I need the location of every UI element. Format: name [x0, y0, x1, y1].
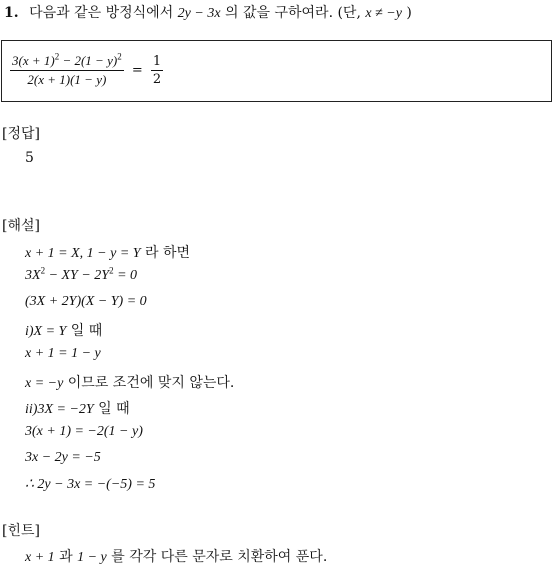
solution-line-1-math: x + 1 = X, 1 − y = Y: [25, 246, 141, 261]
solution-line-1: [25, 242, 190, 262]
answer-label: [정답]: [2, 126, 40, 142]
hint-label: [힌트]: [2, 523, 40, 539]
lhs-numerator: [10, 53, 124, 71]
solution-line-2-a: 3X: [25, 268, 41, 283]
numerator-part-b: − 2(1 − y): [59, 53, 118, 68]
rhs-numerator: 1: [152, 54, 162, 69]
problem-expression: 2y − 3x: [177, 6, 221, 21]
problem-statement: [4, 2, 412, 22]
lhs-denominator: 2(x + 1)(1 − y): [27, 72, 107, 87]
solution-label: [해설]: [2, 218, 40, 234]
solution-line-4: [25, 320, 102, 340]
rhs-denominator: 2: [152, 72, 162, 87]
numerator-exponent-a: 2: [54, 51, 60, 62]
solution-line-9: 3x − 2y = −5: [25, 450, 101, 465]
solution-line-1-text: 라 하면: [145, 245, 191, 261]
numerator-exponent-b: 2: [117, 51, 122, 62]
numerator-part-a: 3(x + 1): [12, 53, 55, 68]
solution-line-5: x + 1 = 1 − y: [25, 346, 101, 361]
solution-line-2-exp-b: 2: [109, 265, 114, 276]
solution-line-4-text: 일 때: [70, 323, 103, 339]
problem-condition: x ≠ −y: [365, 6, 402, 21]
solution-line-2-c: = 0: [113, 268, 138, 283]
problem-text-a: 다음과 같은 방정식에서: [29, 5, 174, 21]
solution-line-6-math: x = −y: [25, 376, 64, 391]
solution-line-2: [25, 265, 138, 284]
solution-line-7: [25, 398, 130, 418]
solution-line-6: [25, 372, 234, 392]
hint-math-2: 1 − y: [77, 550, 107, 565]
problem-text-c: ): [406, 5, 412, 21]
lhs-fraction: [10, 53, 124, 88]
solution-line-6-text: 이므로 조건에 맞지 않는다.: [67, 375, 235, 391]
solution-line-2-exp-a: 2: [40, 265, 46, 276]
hint-math-1: x + 1: [25, 550, 55, 565]
equation-box: [1, 40, 552, 102]
equals-sign: =: [131, 63, 143, 78]
solution-line-3: (3X + 2Y)(X − Y) = 0: [25, 294, 147, 309]
rhs-fraction: [151, 54, 163, 87]
solution-line-7-math: ii)3X = −2Y: [25, 402, 94, 417]
hint-text: [25, 546, 327, 566]
answer-value: 5: [25, 150, 34, 166]
solution-line-4-math: i)X = Y: [25, 324, 67, 339]
hint-text-2: 를 각각 다른 문자로 치환하여 푼다.: [111, 549, 328, 565]
given-equation: [10, 53, 163, 88]
problem-number: 1.: [4, 5, 19, 21]
hint-text-1: 과: [59, 549, 73, 565]
solution-line-2-b: − XY − 2Y: [45, 268, 110, 283]
solution-line-10: ∴ 2y − 3x = −(−5) = 5: [25, 477, 156, 492]
solution-line-7-text: 일 때: [98, 401, 130, 417]
solution-line-8: 3(x + 1) = −2(1 − y): [25, 424, 143, 439]
problem-text-b: 의 값을 구하여라. (단,: [225, 5, 361, 21]
